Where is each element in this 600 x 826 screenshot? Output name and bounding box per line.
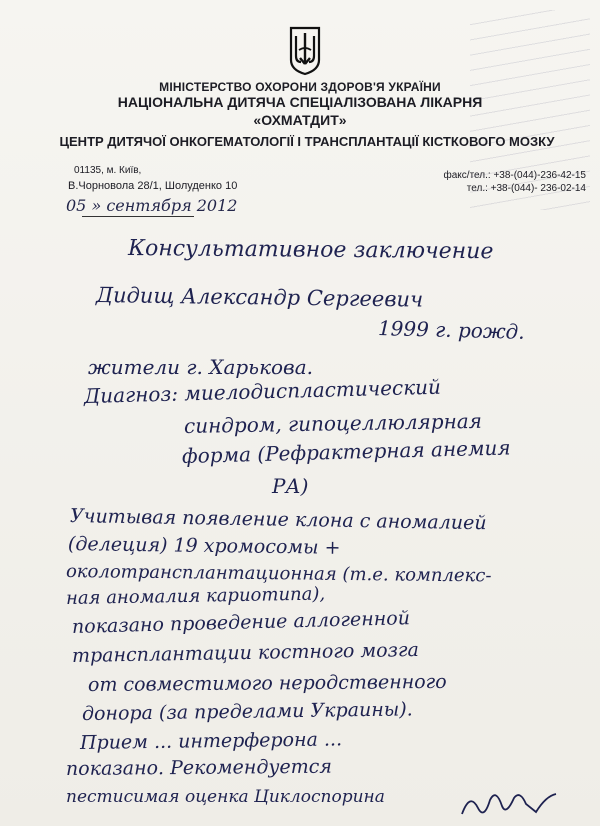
handwritten-line-body-11: пестисимая оценка Циклоспорина [66, 787, 385, 807]
handwritten-line-body-4: ная аномалия кариотипа), [65, 583, 326, 609]
hospital-title: НАЦІОНАЛЬНА ДИТЯЧА СПЕЦІАЛІЗОВАНА ЛІКАРНЯ [117, 94, 483, 110]
address-line-1: 01135, м. Київ, [74, 165, 142, 176]
handwritten-line-diagnosis-4: РА) [272, 474, 309, 498]
handwritten-line-body-1: Учитывая появление клона с аномалией [69, 505, 487, 535]
handwritten-line-body-10: показано. Рекомендуется [65, 755, 333, 780]
date-underline [82, 216, 194, 217]
handwritten-date: 05 » сентября 2012 [66, 196, 238, 215]
handwritten-line-body-3: околотрансплантационная (т.е. комплекс- [65, 561, 492, 587]
handwritten-line-body-5: показано проведение аллогенной [71, 607, 411, 638]
fax-number: факс/тел.: +38-(044)-236-42-15 [443, 170, 586, 181]
handwritten-line-body-2: (делеция) 19 хромосомы + [67, 533, 341, 559]
ministry-title: МІНІСТЕРСТВО ОХОРОНИ ЗДОРОВ'Я УКРАЇНИ [159, 80, 441, 94]
handwritten-line-body-6: трансплантации костного мозга [71, 638, 420, 667]
handwritten-line-body-7: от совместимого неродственного [87, 670, 447, 696]
handwritten-line-diagnosis-3: форма (Рефрактерная анемия [181, 435, 511, 468]
handwritten-line-diagnosis-2: синдром, гипоцеллюлярная [183, 408, 483, 438]
handwritten-line-body-9: Прием ... интерферона ... [79, 728, 343, 754]
handwritten-line-body-8: донора (за пределами Украины). [81, 698, 413, 725]
hospital-name: «ОХМАТДИТ» [253, 112, 347, 128]
handwritten-line-title: Консультативное заключение [127, 236, 494, 265]
center-title: ЦЕНТР ДИТЯЧОЇ ОНКОГЕМАТОЛОГІЇ І ТРАНСПЛАНТАЦІЇ КІСТКОВОГО МОЗКУ [59, 134, 555, 149]
handwritten-line-residence: жители г. Харькова. [88, 355, 313, 379]
tel-number: тел.: +38-(044)- 236-02-14 [466, 183, 586, 194]
handwritten-line-diagnosis-1: Диагноз: миелодиспластический [83, 374, 442, 408]
signature-icon [456, 786, 566, 822]
trident-emblem-icon [288, 26, 322, 76]
address-line-2: В.Чорновола 28/1, Шолуденко 10 [68, 180, 238, 192]
handwritten-line-birth-year: 1999 г. рожд. [377, 316, 525, 344]
handwritten-line-patient-name: Дидищ Александр Сергеевич [95, 283, 424, 312]
